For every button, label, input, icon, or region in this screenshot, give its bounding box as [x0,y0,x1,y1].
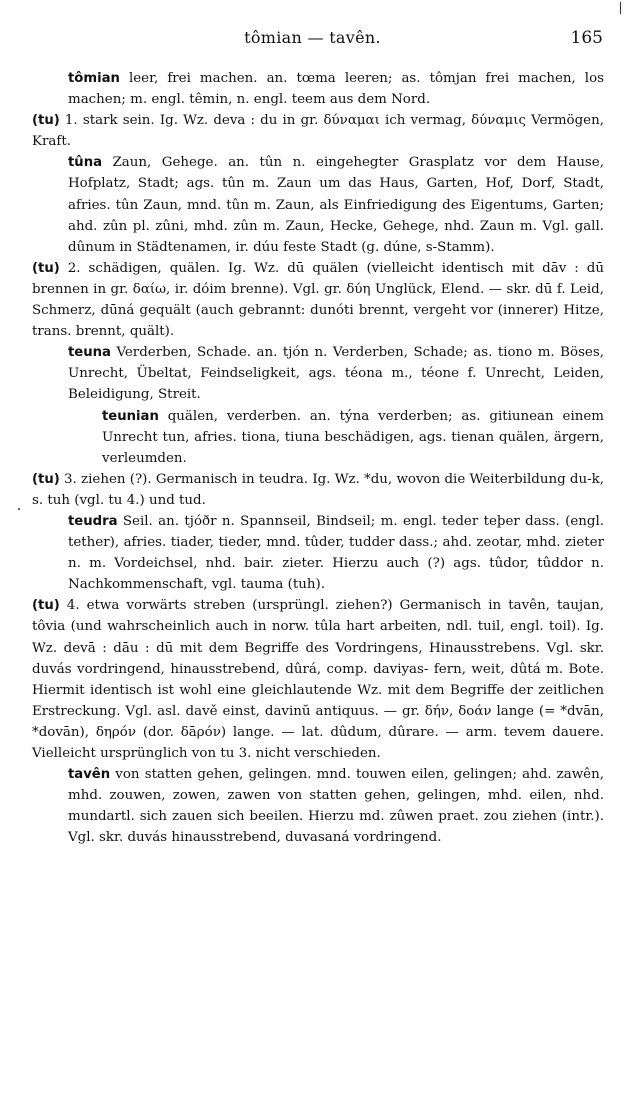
entry-tu-3 [32,469,604,511]
entry-tu-2 [32,258,604,342]
headword: (tu) [32,113,60,129]
headword: teuna [68,345,111,361]
headword: (tu) [32,598,60,614]
headword: teudra [68,513,118,529]
corner-mark [620,2,621,14]
page-number: 165 [570,28,603,48]
entry-text: 4. etwa vorwärts streben (ursprüngl. ziehen?) Germanisch in tavên, taujan, tôvia (und wahrscheinlich auch in norw. tûla hart arbeiten, ndl. tuil, engl. toil). Ig. Wz. devā : dāu : dū mit dem Begriffe des Vordringens, Hinausstrebens. Vgl. skr. duvás vordringend, hinausstrebend, dûrá, comp. daviyas- fern, weit, dûtá m. Bote. Hiermit identisch ist wohl eine gleichlautende Wz. mit dem Begriffe der zeitlichen Erstreckung. Vgl. asl. davě einst, davinŭ antiquus. — gr. δήν, δοάν lange (= *dvān, *dovān), δηρόν (dor. δāρόν) lange. — lat. dûdum, dûrare. — arm. tevem dauere. Vielleicht ursprünglich von tu 3. nicht verschieden. [32,598,604,761]
headword: tûna [68,155,102,171]
entry-text: 3. ziehen (?). Germanisch in teudra. Ig. Wz. *du, wovon die Weiterbildung du-k, s. tuh (vgl. tu 4.) und tud. [32,471,604,508]
entry-text: Seil. an. tjóðr n. Spannseil, Bindseil; m. engl. teder teþer dass. (engl. tether), afries. tiader, tieder, mnd. tûder, tudder dass.; ahd. zeotar, mhd. zieter n. m. Vordeichsel, nhd. bair. zieter. Hierzu auch (?) ags. tûdor, tûddor n. Nachkommenschaft, vgl. tauma (tuh). [68,513,604,593]
dictionary-body [32,68,604,848]
entry-taven [32,764,604,848]
entry-tuna [32,152,604,257]
entry-text: Zaun, Gehege. an. tûn n. eingehegter Grasplatz vor dem Hause, Hofplatz, Stadt; ags. tûn m. Zaun um das Haus, Garten, Hof, Dorf, Stadt, afries. tûn Zaun, mnd. tûn m. Zaun, als Einfriedigung des Eigentums, Garten; ahd. zûn pl. zûni, mhd. zûn m. Zaun, Hecke, Gehege, nhd. Zaun m. Vgl. gall. dûnum in Städtenamen, ir. dúu feste Stadt (g. dúne, s-Stamm). [68,155,604,255]
entry-teuna [32,342,604,405]
entry-text: 1. stark sein. Ig. Wz. deva : du in gr. δύναμαι ich vermag, δύναμις Vermögen, Kraft. [32,113,604,150]
headword: tavên [68,767,111,783]
entry-teudra [32,511,604,595]
entry-tu-1 [32,110,604,152]
entry-text: Verderben, Schade. an. tjón n. Verderben, Schade; as. tiono m. Böses, Unrecht, Übeltat, Feindseligkeit, ags. téona m., téone f. Unrecht, Leiden, Beleidigung, Streit. [68,345,604,403]
headword: teunian [102,408,159,424]
entry-text: 2. schädigen, quälen. Ig. Wz. dū quälen (vielleicht identisch mit dāv : dū brennen in gr. δαίω, ir. dóim brenne). Vgl. gr. δύη Unglück, Elend. — skr. dū f. Leid, Schmerz, dūná gequält (auch gebrannt: dunóti brennt, vergeht vor (innerer) Hitze, trans. brennt, quält). [32,260,604,340]
entry-tomian [32,68,604,110]
entry-tu-4 [32,595,604,764]
headword: tômian [68,71,120,86]
headword: (tu) [32,471,60,487]
running-title: tômian — tavên. [244,28,381,47]
scan-dot [18,508,20,510]
headword: (tu) [32,260,60,276]
entry-text: quälen, verderben. an. týna verderben; as. gitiunean einem Unrecht tun, afries. tiona, tiuna beschädigen, ags. tienan quälen, ärgern, verleumden. [102,408,604,466]
entry-text: von statten gehen, gelingen. mnd. touwen eilen, gelingen; ahd. zawên, mhd. zouwen, zowen, zawen von statten gehen, gelingen, mhd. eilen, nhd. mundartl. sich zauen sich beeilen. Hierzu md. zûwen praet. zou ziehen (intr.). Vgl. skr. duvás hinausstrebend, duvasaná vordringend. [68,767,604,846]
page-header [0,28,625,52]
entry-text: leer, frei machen. an. tœma leeren; as. tômjan frei machen, los machen; m. engl. têmin, n. engl. teem aus dem Nord. [68,71,604,108]
entry-teunian [32,406,604,469]
